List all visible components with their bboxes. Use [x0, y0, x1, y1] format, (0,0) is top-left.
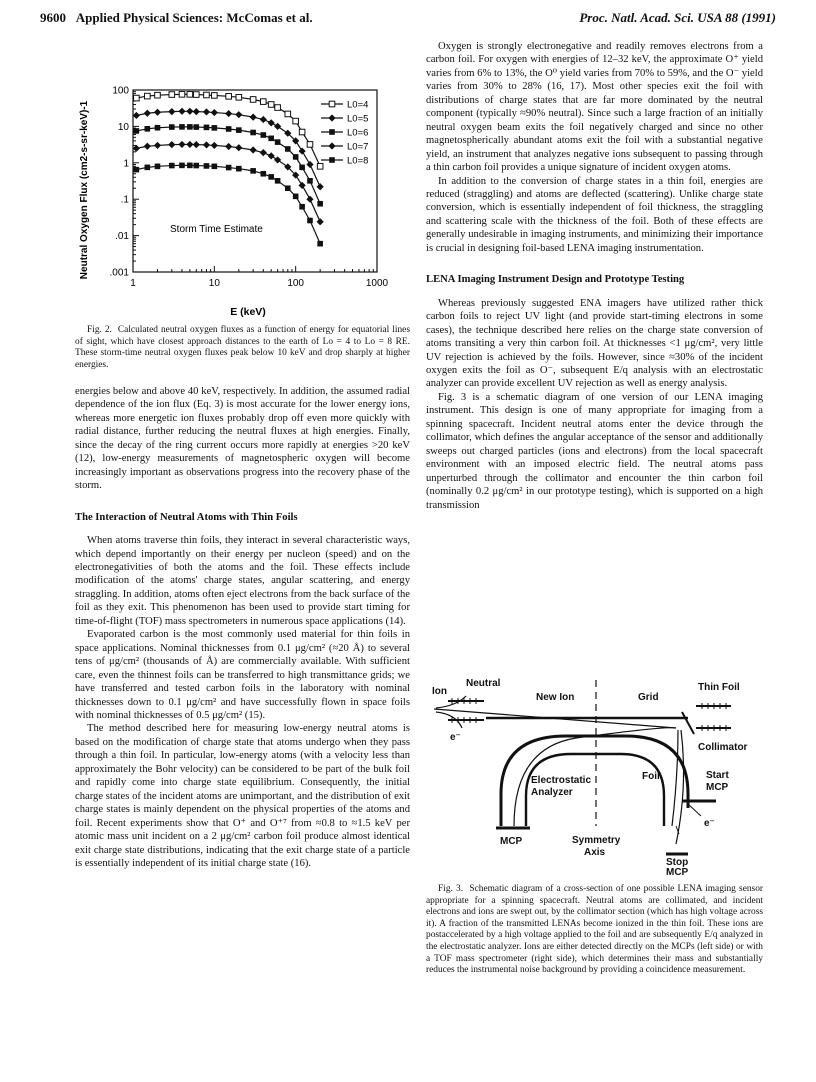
- data-point: [268, 152, 275, 159]
- figure-2-caption-text: Calculated neutral oxygen fluxes as a function of energy for equatorial lines of sight, which have closest approach distances to the earth of Lo = 4 to Lo = 8 RE. These storm-time neutral oxygen fluxes peak below 10 keV and drop sharply at higher energies.: [75, 325, 410, 370]
- data-point: [307, 218, 313, 224]
- legend-marker: [328, 142, 335, 149]
- label-grid: Grid: [638, 692, 659, 703]
- legend-label: L0=8: [347, 155, 369, 167]
- data-point: [134, 95, 140, 101]
- data-point: [155, 92, 161, 98]
- data-point: [275, 139, 281, 145]
- data-point: [193, 92, 199, 98]
- label-symmetry: Symmetry: [572, 835, 621, 846]
- data-point: [169, 92, 175, 98]
- data-point: [317, 201, 323, 207]
- label-analyzer: Analyzer: [531, 787, 573, 798]
- label-foil: Foil: [642, 771, 660, 782]
- data-point: [250, 130, 256, 136]
- data-point: [193, 108, 200, 115]
- data-point: [235, 111, 242, 118]
- data-point: [299, 147, 306, 154]
- legend-label: L0=7: [347, 141, 369, 153]
- data-point: [145, 93, 151, 99]
- x-tick-label: 10: [208, 278, 220, 289]
- data-point: [211, 142, 218, 149]
- data-point: [168, 141, 175, 148]
- y-axis-label: Neutral Oxygen Flux (cm2-s-sr-keV)-1: [79, 100, 90, 280]
- data-point: [145, 165, 151, 171]
- label-axis: Axis: [584, 847, 606, 858]
- data-point: [275, 178, 281, 184]
- label-electron-in: e⁻: [450, 732, 461, 743]
- data-point: [317, 164, 323, 170]
- data-point: [293, 118, 299, 124]
- data-point: [203, 108, 210, 115]
- data-point: [274, 123, 281, 130]
- data-point: [250, 114, 257, 121]
- data-point: [293, 154, 299, 160]
- data-point: [226, 94, 232, 100]
- data-point: [268, 136, 274, 142]
- data-point: [299, 204, 305, 210]
- data-point: [155, 125, 161, 131]
- data-point: [285, 146, 291, 152]
- data-point: [187, 92, 193, 98]
- data-point: [187, 163, 193, 169]
- data-point: [250, 97, 256, 103]
- data-point: [317, 218, 324, 225]
- x-axis-label: E (keV): [230, 306, 266, 318]
- start-electron-path: [688, 804, 701, 816]
- data-point: [178, 141, 185, 148]
- data-point: [179, 92, 185, 98]
- running-section: Applied Physical Sciences: McComas et al.: [75, 10, 313, 25]
- data-point: [236, 166, 242, 172]
- data-point: [211, 109, 218, 116]
- legend-label: L0=4: [347, 99, 369, 111]
- data-point: [268, 102, 274, 108]
- data-point: [236, 127, 242, 133]
- right-paragraph-2: In addition to the conversion of charge states in a thin foil, energies are reduced (straggling) and atoms are deflected (scattering). Unlike charge state conversion, which is essentially independent of foil thickness, the straggling and scattering scale with the thickness of the foil. Both of these effects are generally undesirable in imaging instruments, and minimizing their importance is crucial in designing foil-based LENA imaging instrumentation.: [426, 175, 763, 254]
- label-thin-foil: Thin Foil: [698, 682, 740, 693]
- data-point: [261, 99, 267, 105]
- data-point: [299, 129, 305, 135]
- data-point: [250, 168, 256, 174]
- label-electrostatic: Electrostatic: [531, 775, 592, 786]
- chart-annotation: Storm Time Estimate: [170, 224, 263, 235]
- label-new-ion: New Ion: [536, 692, 575, 703]
- label-mcp-left: MCP: [500, 836, 523, 847]
- data-point: [169, 124, 175, 130]
- legend-marker: [329, 157, 335, 163]
- series-line: [136, 144, 320, 221]
- data-point: [235, 144, 242, 151]
- data-point: [134, 128, 140, 134]
- data-point: [212, 164, 218, 170]
- label-ion: Ion: [432, 686, 447, 697]
- data-point: [154, 109, 161, 116]
- data-point: [193, 124, 199, 130]
- left-paragraph-3: Evaporated carbon is the most commonly used material for thin foils in space applications. Nominal thicknesses from 0.1 μg/cm² (≈20 Å) to several tens of μg/cm² (thousands of Å) are commercially available. With sufficient care, even the thinnest foils can be transferred to high transmittance grids; we have transferred and tested carbon foils in the laboratory with nominal thicknesses down to 0.1 μg/cm² and have successfully flown in space foils with nominal thicknesses of 0.5 μg/cm² (15).: [75, 629, 410, 721]
- figure-3-caption: [426, 884, 763, 977]
- analyzer-outer-electrode: [501, 736, 688, 826]
- data-point: [203, 141, 210, 148]
- figure-2-caption-label: Fig. 2.: [87, 325, 112, 335]
- label-electron-out: e⁻: [704, 818, 715, 829]
- y-tick-label: 10: [117, 121, 129, 133]
- x-tick-label: 1: [130, 278, 136, 289]
- left-paragraph-2: When atoms traverse thin foils, they interact in several characteristic ways, which depend importantly on their energy per nucleon (speed) and on the electronegativities of both the atoms and the foil. These effects include modification of the atoms' charge states, angular scattering, and energy straggling. In addition, atoms often eject electrons from the back surface of the foil as they exit. This phenomenon has been used to provide start timing for time-of-flight (TOF) mass spectrometers in numerous space applications (14).: [75, 535, 410, 627]
- label-stop-mcp: MCP: [666, 867, 689, 876]
- data-point: [187, 124, 193, 130]
- legend-marker: [328, 114, 335, 121]
- data-point: [285, 185, 291, 191]
- data-point: [250, 146, 257, 153]
- data-point: [226, 165, 232, 171]
- data-point: [268, 119, 275, 126]
- y-tick-label: 1: [123, 158, 129, 170]
- figure-2-chart: [75, 80, 415, 320]
- label-start-mcp: MCP: [706, 782, 729, 793]
- data-point: [155, 164, 161, 170]
- legend-marker: [329, 129, 335, 135]
- data-point: [193, 141, 200, 148]
- data-point: [306, 196, 313, 203]
- data-point: [261, 171, 267, 177]
- data-point: [133, 112, 140, 119]
- data-point: [261, 132, 267, 138]
- thin-foil: [682, 712, 694, 734]
- y-tick-label: .1: [120, 194, 129, 206]
- data-point: [144, 110, 151, 117]
- data-point: [275, 105, 281, 111]
- data-point: [274, 156, 281, 163]
- data-point: [145, 126, 151, 132]
- data-point: [225, 143, 232, 150]
- data-point: [179, 124, 185, 130]
- data-point: [186, 108, 193, 115]
- data-point: [154, 142, 161, 149]
- data-point: [317, 241, 323, 247]
- section-heading-lena: LENA Imaging Instrument Design and Prototype Testing: [426, 274, 685, 286]
- y-tick-label: .001: [109, 267, 129, 279]
- series-L07: [133, 141, 324, 226]
- left-paragraph-4: The method described here for measuring low-energy neutral atoms is based on the modification of charge state that atoms undergo when they pass through a thin foil. In particular, low-energy atoms (with a velocity less than approximately the Bohr velocity) can be considered to be part of the bulk foil and rapidly come into charge state equilibrium. Consequently, the initial charge states of the incident atoms are unimportant, and the distribution of exit charge states is mainly dependent on the physical properties of the atoms and foil. Recent experiments show that O⁺ and O⁺⁷ from ≈0.8 to ≈1.5 keV per atomic mass unit incident on a 2 μg/cm² carbon foil produce almost identical exit charge state distributions, indicating that the exit charge state of a particle is essentially independent of its initial charge state (16).: [75, 723, 410, 869]
- data-point: [293, 194, 299, 200]
- data-point: [168, 108, 175, 115]
- right-paragraph-4: Fig. 3 is a schematic diagram of one version of our LENA imaging instrument. This design is one of many appropriate for imaging from a spinning spacecraft. Incident neutral atoms enter the device through the collimator, which defines the angular acceptance of the sensor and additionally sweeps out charged particles (ions and electrons) from the local spacecraft environment with an imposed electric field. The neutral atoms pass unperturbed through the collimator and encounter the thin carbon foil (nominally 0.2 μg/cm² in our prototype testing), which is supported on a high transmission: [426, 391, 763, 511]
- ion-trajectory-right: [672, 730, 678, 826]
- legend-label: L0=6: [347, 127, 369, 139]
- y-tick-label: 100: [112, 85, 129, 97]
- data-point: [212, 125, 218, 131]
- label-start: Start: [706, 770, 729, 781]
- data-point: [179, 163, 185, 169]
- left-paragraph-1: energies below and above 40 keV, respectively. In addition, the assumed radial dependence of the ion flux (Eq. 3) is most accurate for the lower energy ions, whereas more energetic ion fluxes probably drop off even more quickly with radial distance, further reducing the neutral fluxes at high energies. Finally, since the decay of the ring current occurs more rapidly at energies >20 keV (12), low-energy measurements of magnetospheric oxygen will become increasingly important as observations progress into the recovery phase of the storm.: [75, 386, 410, 492]
- figure-3-caption-text: Schematic diagram of a cross-section of one possible LENA imaging sensor appropriate for a spinning spacecraft. Neutral atoms are collimated, and incident electrons and ions are swept out, by the collimator section (which has high voltage across it). A fraction of the transmitted LENAs become ionized in the thin foil. These ions are postaccelerated by a high voltage applied to the foil and are subsequently E/q analyzed in the electrostatic analyzer. Ions are either detected directly on the MCPs (left side) or with a TOF mass spectrometer (right side), which determines their mass and substantially reduces the instrumental noise background by providing a coincidence measurement.: [426, 884, 763, 976]
- legend-marker: [329, 101, 335, 107]
- data-point: [307, 178, 313, 184]
- label-neutral: Neutral: [466, 678, 501, 689]
- x-tick-label: 100: [287, 278, 305, 289]
- legend-label: L0=5: [347, 113, 369, 125]
- data-point: [260, 116, 267, 123]
- data-point: [204, 125, 210, 131]
- data-point: [212, 93, 218, 99]
- page-number: 9600 Applied Physical Sciences: McComas et al.: [40, 10, 313, 25]
- data-point: [169, 163, 175, 169]
- figure-3-caption-label: Fig. 3.: [438, 884, 464, 894]
- data-point: [204, 92, 210, 98]
- section-heading-thin-foils: The Interaction of Neutral Atoms with Thin Foils: [75, 511, 298, 523]
- data-point: [134, 167, 140, 173]
- y-tick-label: .01: [115, 231, 129, 243]
- right-paragraph-1: Oxygen is strongly electronegative and readily removes electrons from a carbon foil. For oxygen with energies of 12–32 keV, the approximate O⁺ yield varies from 6% to 13%, the O⁰ yield varies from 70% to 59%, and the O⁻ yield varies from 30% to 28% (16, 17). Most other species exit the foil with distributions of charge states that are far more dominated by the neutral component (typically ≈90% neutral). Since such a large fraction of an initially neutral oxygen beam exits the foil negatively charged and since no other magnetospherically abundant atoms exit the foil with a substantial negative yield, an instrument that analyzes negative ions subsequent to passing through a thin carbon foil provides a unique signature of incident oxygen atoms.: [426, 41, 763, 174]
- label-collimator: Collimator: [698, 742, 748, 753]
- data-point: [236, 95, 242, 101]
- data-point: [186, 141, 193, 148]
- data-point: [178, 108, 185, 115]
- data-point: [204, 163, 210, 169]
- data-point: [299, 182, 306, 189]
- data-point: [285, 111, 291, 117]
- right-paragraph-3: Whereas previously suggested ENA imagers have utilized rather thick carbon foils to reject UV light (and provide start-timing electrons in some cases), the technique described here relies on the charge state conversion of atoms transiting a very thin carbon foil. At thicknesses <1 μg/cm², very little UV rejection is achieved by the foils. However, since ≈30% of the incident oxygen exits the foil as O⁻, subsequent E/q analysis with an electrostatic analyzer can provide excellent UV rejection as well as energy analysis.: [426, 297, 763, 390]
- data-point: [317, 183, 324, 190]
- figure-3-schematic: [426, 676, 766, 876]
- figure-2-caption: [75, 325, 410, 371]
- data-point: [307, 142, 313, 148]
- data-point: [260, 149, 267, 156]
- data-point: [225, 110, 232, 117]
- data-point: [193, 163, 199, 169]
- journal-citation: Proc. Natl. Acad. Sci. USA 88 (1991): [579, 10, 776, 25]
- data-point: [144, 143, 151, 150]
- x-tick-label: 1000: [365, 278, 389, 289]
- data-point: [299, 165, 305, 171]
- data-point: [226, 126, 232, 132]
- label-stop: Stop: [666, 857, 689, 868]
- ion-trajectory-right-2: [676, 730, 684, 844]
- data-point: [306, 161, 313, 168]
- data-point: [268, 174, 274, 180]
